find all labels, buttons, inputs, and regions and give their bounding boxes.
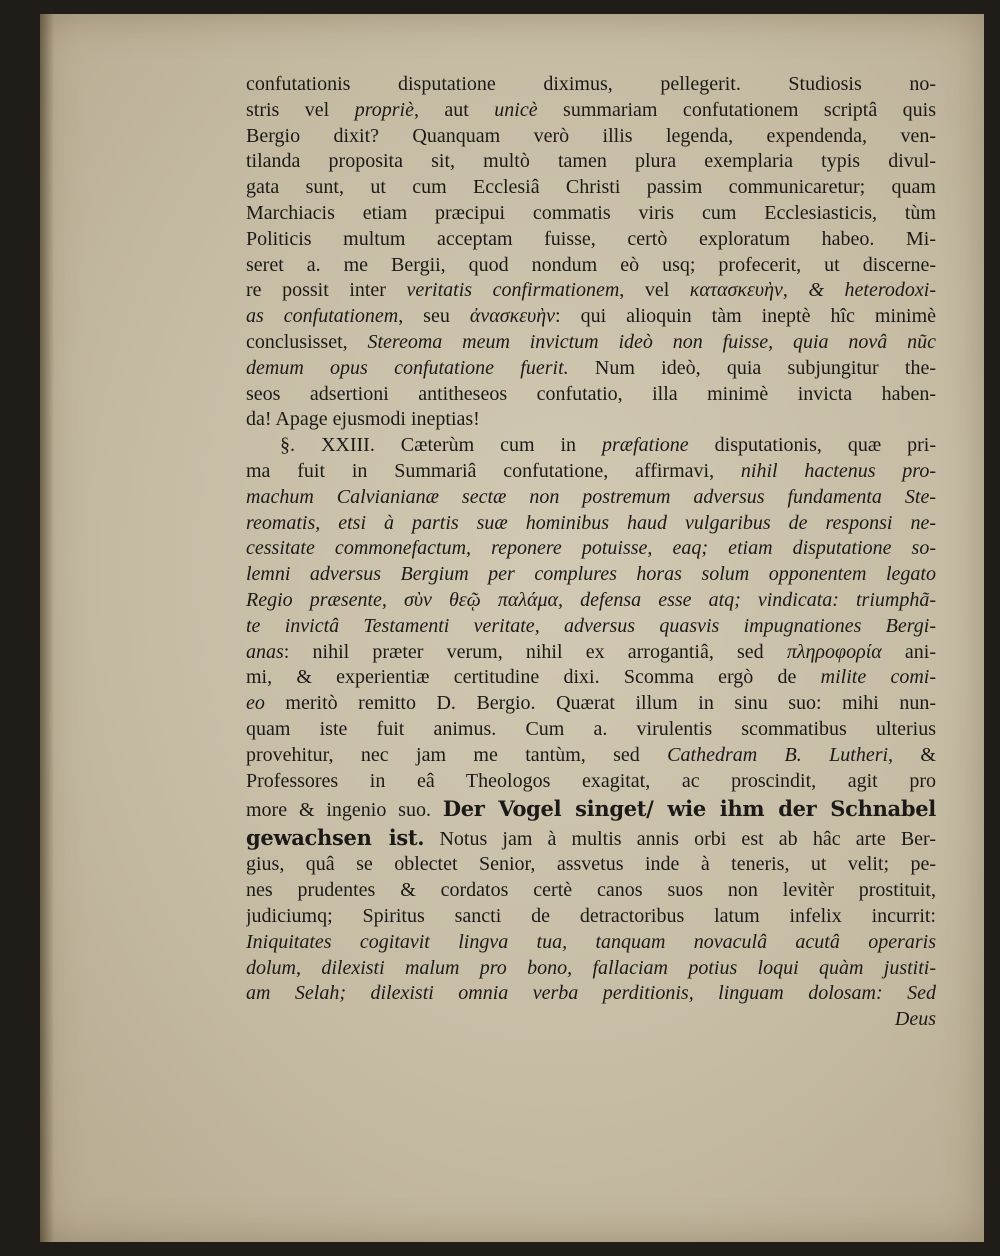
text-line xyxy=(246,511,936,537)
italic-text: eo xyxy=(246,692,265,715)
text-line xyxy=(246,407,936,433)
text-line xyxy=(246,956,936,982)
italic-text: & heterodoxi- xyxy=(808,279,936,302)
text-line xyxy=(246,769,936,795)
text-line xyxy=(246,459,936,485)
text-line xyxy=(246,356,936,382)
text-line xyxy=(246,588,936,614)
text-line xyxy=(246,304,936,330)
italic-text: Regio præsente, σὺν θεῷ παλάμα, defensa esse atq; vindicata: triumphã- xyxy=(246,588,936,611)
italic-text: Cathedram B. Lutheri xyxy=(667,743,889,766)
line-text: summariam confutationem scriptâ quis xyxy=(537,98,936,121)
italic-text: unicè xyxy=(494,98,538,121)
italic-text: demum opus confutatione fuerit. xyxy=(246,356,569,379)
catchword-text: Deus xyxy=(894,1008,936,1031)
italic-text: κατασκευὴν xyxy=(689,279,783,302)
italic-text: veritatis confirmationem xyxy=(406,279,620,302)
line-text: §. XXIII. Cæterùm cum in xyxy=(280,434,602,457)
line-text: judiciumq; Spiritus sancti de detractoribus latum infelix incurrit: xyxy=(246,904,936,927)
line-text: ma fuit in Summariâ confutatione, affirmavi, xyxy=(246,459,741,482)
blackletter-text: gewachsen ist. xyxy=(246,825,425,851)
text-line xyxy=(246,124,936,150)
text-line xyxy=(246,717,936,743)
line-text: seos adsertioni antitheseos confutatio, illa minimè invicta haben- xyxy=(246,382,936,405)
line-text: da! Apage ejusmodi ineptias! xyxy=(246,408,480,431)
line-text: mi, & experientiæ certitudine dixi. Scomma ergò de xyxy=(246,666,821,689)
text-line xyxy=(246,433,936,459)
italic-text: præfatione xyxy=(602,434,689,457)
line-text: , vel xyxy=(619,279,690,302)
line-text: gius, quâ se oblectet Senior, assvetus inde à teneris, ut velit; pe- xyxy=(246,853,936,876)
line-text: , xyxy=(782,279,809,302)
line-text: confutationis disputatione diximus, pellegerit. Studiosis no- xyxy=(246,73,936,95)
line-text: ani- xyxy=(881,640,936,663)
line-text: , & xyxy=(888,743,936,766)
line-text: disputationis, quæ pri- xyxy=(688,434,936,457)
text-line xyxy=(246,981,936,1007)
text-block xyxy=(246,72,936,1033)
line-text: , seu xyxy=(398,305,470,328)
italic-text: as confutationem xyxy=(246,305,399,328)
blackletter-text: Der Vogel singet/ wie ihm der Schnabel xyxy=(442,796,936,822)
line-text: Num ideò, quia subjungitur the- xyxy=(568,356,936,379)
line-text: conclusisset, xyxy=(246,330,368,353)
italic-text: reomatis, etsi à partis suæ hominibus haud vulgaribus de responsi ne- xyxy=(246,511,936,534)
line-text: nes prudentes & cordatos certè canos suos non levitèr prostituit, xyxy=(246,879,936,902)
line-text: : qui alioquin tàm ineptè hîc minimè xyxy=(555,305,936,328)
italic-text: cessitate commonefactum, reponere potuisse, eaq; etiam disputatione so- xyxy=(246,537,936,560)
text-line xyxy=(246,227,936,253)
line-text: re possit inter xyxy=(246,279,407,302)
line-text: Politicis multum acceptam fuisse, certò exploratum habeo. Mi- xyxy=(246,227,936,250)
line-text: stris vel xyxy=(246,98,355,121)
line-text: gata sunt, ut cum Ecclesiâ Christi passim communicaretur; quam xyxy=(246,176,936,199)
text-line xyxy=(246,536,936,562)
text-line xyxy=(246,878,936,904)
text-line xyxy=(246,743,936,769)
line-text: seret a. me Bergii, quod nondum eò usq; profecerit, ut discerne- xyxy=(246,253,936,276)
line-text: quam iste fuit animus. Cum a. virulentis scommatibus ulterius xyxy=(246,717,936,740)
text-line xyxy=(246,485,936,511)
italic-text: nihil hactenus pro- xyxy=(740,459,936,482)
italic-text: am Selah; dilexisti omnia verba perditionis, linguam dolosam: Sed xyxy=(246,982,936,1005)
text-line xyxy=(246,691,936,717)
text-line xyxy=(246,330,936,356)
text-line xyxy=(246,614,936,640)
italic-text: propriè xyxy=(354,98,414,121)
page-gutter-shadow xyxy=(40,14,54,1242)
text-line xyxy=(246,278,936,304)
text-line xyxy=(246,98,936,124)
line-text: , aut xyxy=(413,98,495,121)
italic-text: Stereoma meum invictum ideò non fuisse, quia novâ nũc xyxy=(367,330,936,353)
italic-text: milite comi- xyxy=(820,666,936,689)
italic-text: Iniquitates cogitavit lingva tua, tanquam novaculâ acutâ operaris xyxy=(246,930,936,953)
text-line xyxy=(246,382,936,408)
line-text: Notus jam à multis annis orbi est ab hâc arte Ber- xyxy=(424,828,936,851)
italic-text: te invictâ Testamenti veritate, adversus quasvis impugnationes Bergi- xyxy=(246,614,936,637)
line-text: : nihil præter verum, nihil ex arrogantiâ, sed xyxy=(283,640,787,663)
line-text: tilanda proposita sit, multò tamen plura exemplaria typis divul- xyxy=(246,150,936,173)
line-text: more & ingenio suo. xyxy=(246,799,443,822)
italic-text: dolum, dilexisti malum pro bono, fallaciam potius loqui quàm justiti- xyxy=(246,956,936,979)
italic-text: anas xyxy=(246,640,284,663)
catchword xyxy=(246,1007,936,1033)
text-line xyxy=(246,904,936,930)
text-line xyxy=(246,72,936,98)
text-line xyxy=(246,562,936,588)
text-line xyxy=(246,665,936,691)
line-text: Bergio dixit? Quanquam verò illis legenda, expendenda, ven- xyxy=(246,124,936,147)
italic-text: machum Calvianianæ sectæ non postremum adversus fundamenta Ste- xyxy=(246,485,936,508)
text-line xyxy=(246,175,936,201)
line-text: provehitur, nec jam me tantùm, sed xyxy=(246,743,668,766)
italic-text: lemni adversus Bergium per complures horas solum opponentem legato xyxy=(246,563,936,586)
text-line xyxy=(246,794,936,823)
text-line xyxy=(246,640,936,666)
italic-text: ἀνασκευὴν xyxy=(469,305,556,328)
italic-text: πληροφορία xyxy=(786,640,882,663)
text-line xyxy=(246,149,936,175)
text-line xyxy=(246,930,936,956)
text-line xyxy=(246,823,936,852)
line-text: Marchiacis etiam præcipui commatis viris cum Ecclesiasticis, tùm xyxy=(246,201,936,224)
text-line xyxy=(246,852,936,878)
line-text: Professores in eâ Theologos exagitat, ac proscindit, agit pro xyxy=(246,769,936,792)
text-line xyxy=(246,253,936,279)
line-text: meritò remitto D. Bergio. Quærat illum in sinu suo: mihi nun- xyxy=(264,692,936,715)
text-line xyxy=(246,201,936,227)
